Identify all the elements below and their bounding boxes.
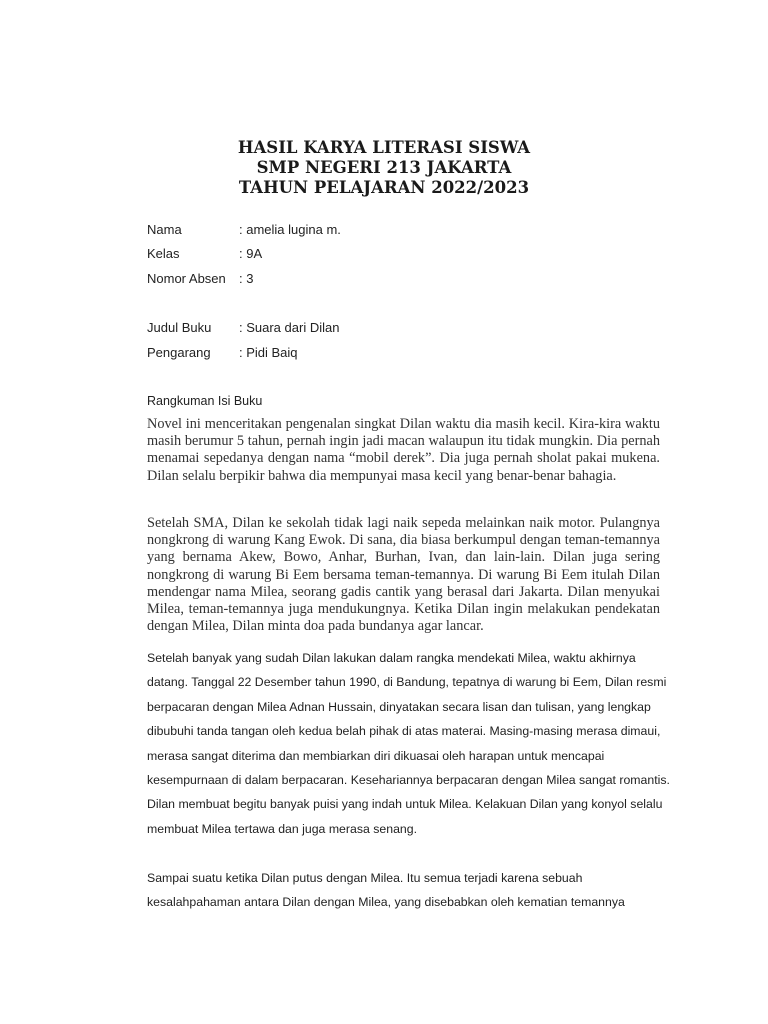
book-title-value: : Suara dari Dilan	[239, 320, 340, 335]
summary-paragraph-3: Setelah banyak yang sudah Dilan lakukan dalam rangka mendekati Milea, waktu akhirnya datang. Tanggal 22 Desember tahun 1990, di Bandung, tepatnya di warung bi Eem, Dilan resmi berpacaran dengan Milea Adnan Hussain, dinyatakan secara lisan dan tulisan, yang lengkap dibubuhi tanda tangan oleh kedua belah pihak di atas materai. Masing-masing merasa dimaui, merasa sangat diterima dan membiarkan diri dikuasai oleh harapan untuk mencapai kesempurnaan di dalam berpacaran. Kesehariannya berpacaran dengan Milea sangat romantis. Dilan membuat begitu banyak puisi yang indah untuk Milea. Kelakuan Dilan yang konyol selalu membuat Milea tertawa dan juga merasa senang.	[147, 651, 670, 836]
summary-paragraph-1: Novel ini menceritakan pengenalan singkat Dilan waktu dia masih kecil. Kira-kira waktu masih berumur 5 tahun, pernah ingin jadi macan walaupun itu tidak mungkin. Dia pernah menamai sepedanya dengan nama “mobil derek”. Dia juga pernah sholat pakai mukena. Dilan selalu berpikir bahwa dia mempunyai masa kecil yang benar-benar bahagia.	[147, 416, 660, 484]
student-name-value: : amelia lugina m.	[239, 222, 341, 237]
student-class-value: : 9A	[239, 246, 263, 261]
student-name-label: Nama	[147, 222, 182, 237]
summary-paragraph-2: Setelah SMA, Dilan ke sekolah tidak lagi naik sepeda melainkan naik motor. Pulangnya nongkrong di warung Kang Ewok. Di sana, dia biasa berkumpul dengan teman-temannya yang bernama Akew, Bowo, Anhar, Burhan, Ivan, dan lain-lain. Dilan juga sering nongkrong di warung Bi Eem bersama teman-temannya. Di warung Bi Eem itulah Dilan mendengar nama Milea, seorang gadis cantik yang berasal dari Jakarta. Dilan menyukai Milea, teman-temannya juga mendukungnya. Ketika Dilan ingin melakukan pendekatan dengan Milea, Dilan minta doa pada bundanya agar lancar.	[147, 515, 660, 635]
student-class-label: Kelas	[147, 246, 180, 261]
book-title-label: Judul Buku	[147, 320, 212, 335]
summary-heading: Rangkuman Isi Buku	[147, 394, 263, 408]
summary-paragraph-4: Sampai suatu ketika Dilan putus dengan Milea. Itu semua terjadi karena sebuah kesalahpahaman antara Dilan dengan Milea, yang disebabkan oleh kematian temannya	[147, 871, 625, 910]
student-absen-value: : 3	[239, 271, 254, 286]
book-author-label: Pengarang	[147, 345, 211, 360]
document-title	[0, 138, 768, 198]
student-absen-label: Nomor Absen	[147, 271, 226, 286]
book-author-value: : Pidi Baiq	[239, 345, 298, 360]
title-line-2: SMP NEGERI 213 JAKARTA	[256, 158, 512, 177]
title-line-3: TAHUN PELAJARAN 2022/2023	[238, 178, 530, 197]
title-line-1: HASIL KARYA LITERASI SISWA	[237, 138, 531, 157]
